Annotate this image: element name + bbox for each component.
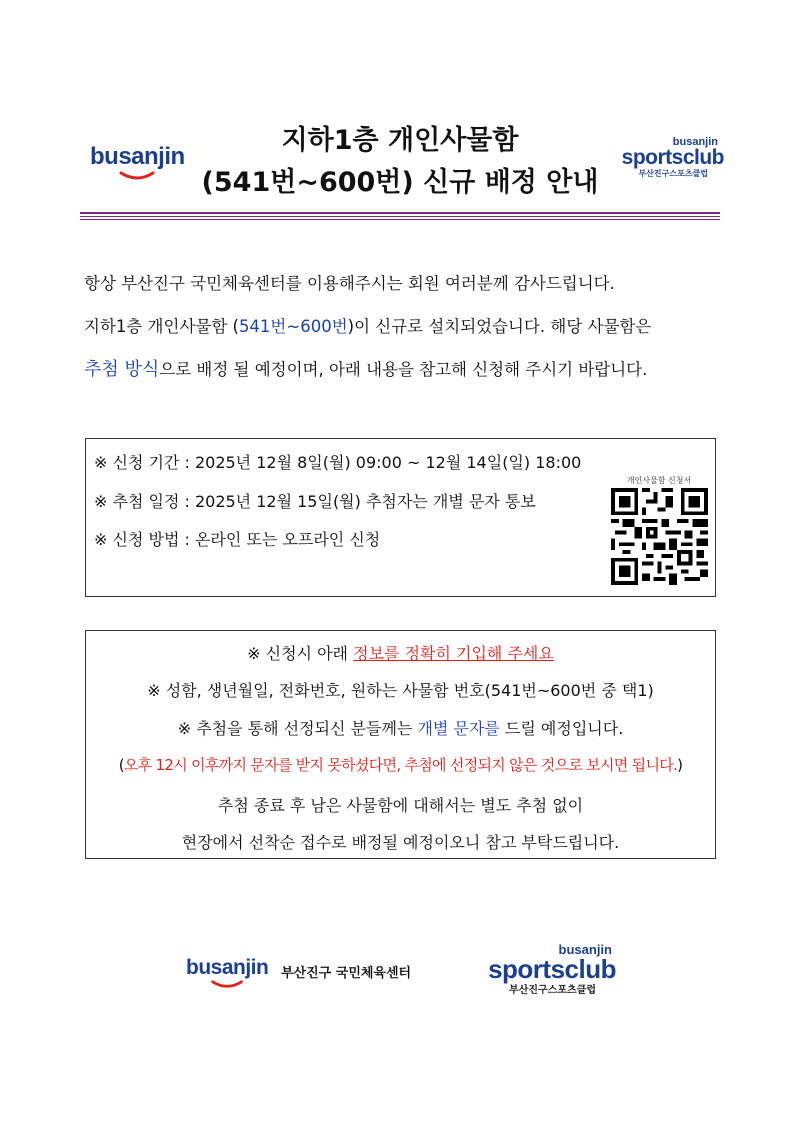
notice-line-5: 추첨 종료 후 남은 사물함에 대해서는 별도 추첨 없이 xyxy=(217,796,584,815)
qr-caption: 개인사물함 신청서 xyxy=(626,476,692,485)
footer-busanjin-logo xyxy=(186,956,268,989)
footer-sportsclub-logo xyxy=(456,942,616,996)
intro-line-2-post: )이 신규로 설치되었습니다. 해당 사물함은 xyxy=(347,317,652,336)
qr-code-icon[interactable] xyxy=(611,488,708,585)
notice-line-3-pre: ※ 추첨을 통해 선정되신 분들께는 xyxy=(177,719,418,738)
notice-line-3-post: 드릴 예정입니다. xyxy=(499,719,624,738)
footer-center-name: 부산진구 국민체육센터 xyxy=(281,966,412,981)
locker-range: 541번~600번 xyxy=(238,317,348,336)
busanjin-logo-text: busanjin xyxy=(90,143,185,170)
footer-sportsclub-small: busanjin xyxy=(558,942,612,957)
notice-line-6: 현장에서 선착순 접수로 배정될 예정이오니 참고 부탁드립니다. xyxy=(181,833,620,852)
sportsclub-logo xyxy=(612,136,724,179)
notice-line-4-open: ( xyxy=(118,756,124,774)
footer-busanjin-logo-text: busanjin xyxy=(186,956,269,979)
intro-line-1-text: 항상 부산진구 국민체육센터를 이용해주시는 회원 여러분께 감사드립니다. xyxy=(84,274,615,293)
footer-sportsclub-korean: 부산진구스포츠클럽 xyxy=(509,985,596,996)
notice-line-2: ※ 성함, 생년월일, 전화번호, 원하는 사물함 번호(541번~600번 중 택1) xyxy=(147,681,654,700)
intro-line-2-pre: 지하1층 개인사물함 ( xyxy=(84,317,239,336)
notice-line-1-pre: ※ 신청시 아래 xyxy=(247,644,354,663)
notice-box xyxy=(85,630,716,859)
sportsclub-logo-korean: 부산진구스포츠클럽 xyxy=(638,169,708,178)
page-subtitle: (541번~600번) 신규 배정 안내 xyxy=(201,167,599,198)
notice-highlight-accurate: 정보를 정확히 기입해 주세요 xyxy=(353,644,554,663)
notice-highlight-sms: 개별 문자를 xyxy=(417,719,500,738)
sportsclub-logo-small: busanjin xyxy=(672,136,718,148)
draw-schedule: ※ 추첨 일정 : 2025년 12월 15일(월) 추첨자는 개별 문자 통보 xyxy=(94,492,536,511)
notice-line-4 xyxy=(86,754,715,775)
notice-highlight-deadline: 오후 12시 이후까지 문자를 받지 못하셨다면, 추첨에 선정되지 않은 것으로 보시면 됩니다. xyxy=(123,756,678,774)
intro-line-3 xyxy=(84,355,724,381)
footer-sportsclub-big: sportsclub xyxy=(488,954,616,984)
intro-line-1 xyxy=(84,270,724,294)
intro-line-2 xyxy=(84,313,724,337)
application-period: ※ 신청 기간 : 2025년 12월 8일(월) 09:00 ~ 12월 14일(일) 18:00 xyxy=(94,453,582,472)
draw-method: 추첨 방식 xyxy=(84,359,160,380)
title-divider xyxy=(80,212,720,220)
notice-line-1 xyxy=(86,641,715,664)
busanjin-logo xyxy=(90,143,185,181)
smile-icon xyxy=(117,171,157,181)
page-title: 지하1층 개인사물함 xyxy=(281,125,519,156)
intro-line-3-post: 으로 배정 될 예정이며, 아래 내용을 참고해 신청해 주시기 바랍니다. xyxy=(159,360,648,379)
notice-line-3 xyxy=(86,716,715,739)
application-method: ※ 신청 방법 : 온라인 또는 오프라인 신청 xyxy=(94,530,381,549)
footer-smile-icon xyxy=(209,980,245,989)
sportsclub-logo-big: sportsclub xyxy=(621,146,724,169)
notice-line-4-close: ) xyxy=(677,756,683,774)
